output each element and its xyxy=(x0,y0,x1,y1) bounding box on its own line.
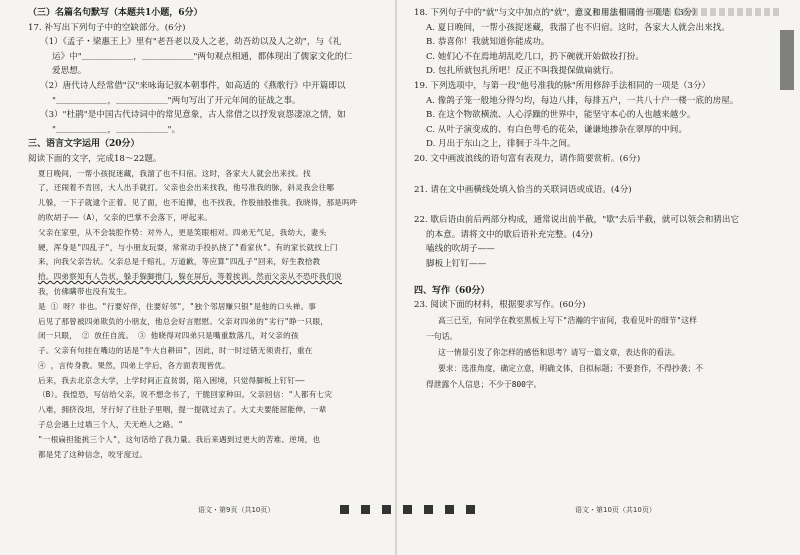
q17-item-3: （3）"杜鹃"是中国古代诗词中的常见意象，古人常借之以抒发哀怨凄凉之情，如 xyxy=(40,110,346,121)
mark-square xyxy=(361,505,370,514)
q17-item-2: （2）唐代诗人经常借"汉"来咏诲记叙本朝事件，如高适的《燕歌行》中开篇即以 xyxy=(40,80,346,91)
q18-option-c: C. 她们心不在焉地胡乱吃几口，扔下碗就开始做妆打扮。 xyxy=(426,51,644,62)
q19-option-c: C. 从叶子演变成的、有白色萼毛的花朵，谦谦地掺杂在翠厚的中间。 xyxy=(426,124,687,135)
essay-line: 高三已至，有同学在教室黑板上写下"浩瀚的宇宙间，我看见叶的细节"这样 xyxy=(438,315,697,325)
question-19: 19. 下列选项中，与第一段"他号准我的脉"所用修辞手法相同的一项是（3分） xyxy=(414,80,711,91)
answer-space xyxy=(414,167,769,183)
q17-item-1-cont: 运》中"＿＿＿＿＿＿，＿＿＿＿＿＿"两句观点相通，都体现出了儒家文化的仁 xyxy=(52,51,353,62)
q22-blank-1: 嗑线的吹胡子—— xyxy=(426,244,495,255)
passage-line: 了，还闹着不肯回，大人出手就打。父亲也会出来找我，他号准我的脉，斜灵我会往哪 xyxy=(38,183,335,193)
passage-line: 后来，我去北京念大学，上学时间正直贫弱，陷入困境，只觉得脚板上钉钉—— xyxy=(38,375,305,385)
section-heading: （三）名篇名句默写（本题共1小题，6分） xyxy=(28,8,203,18)
essay-prompt xyxy=(414,313,769,393)
mark-square xyxy=(340,505,349,514)
registration-marks xyxy=(340,505,475,514)
mark-square xyxy=(382,505,391,514)
q19-option-d: D. 月出于东山之上，徘徊于斗牛之间。 xyxy=(426,139,576,150)
essay-line: 要求：选准角度，确定立意，明确文体，自拟标题；不要套作，不得抄袭；不 xyxy=(438,363,704,373)
essay-line: 一句话。 xyxy=(426,331,458,341)
essay-line: 这一情景引发了你怎样的感悟和思考？请写一篇文章，表达你的看法。 xyxy=(438,347,680,357)
page-footer-left: 语文・第9页（共10页） xyxy=(198,506,275,514)
page-footer-right: 语文・第10页（共10页） xyxy=(575,506,656,514)
q18-option-a: A. 夏日晚间，一帮小孩捉迷藏，我溜了也不归宿。这时，各家大人就会出来找。 xyxy=(426,22,730,33)
passage-wavy-line: 拾。四弟察知有人告状，躲手躲脚推门，躲在屏后，等着挨训。然而父亲从不恐吓我们说 xyxy=(38,272,342,282)
reading-passage xyxy=(28,167,388,463)
q19-option-a: A. 像鸽子笼一般地分得匀均，每边八排，每排五户，一共八十户一楼一底的房屋。 xyxy=(426,95,739,106)
q17-item-3-cont: "＿＿＿＿＿＿，＿＿＿＿＿＿"。 xyxy=(52,124,181,135)
right-page xyxy=(414,6,769,393)
binding-mark xyxy=(780,30,794,90)
passage-line: 父亲在家里，从不会装腔作势：对外人，更是笑眼相对。四弟无气足，我幼大，妻头 xyxy=(38,227,327,237)
passage-line: 子。父亲有句挂在嘴边的话是"牛大自耕田"，因此，时一时过错无须责打，重在 xyxy=(38,346,313,356)
q22-blank-2: 脚板上钉钉—— xyxy=(426,258,487,269)
passage-line: ④ ，言传身教。果然，四弟上学后，各方面表现皆优。 xyxy=(38,360,230,370)
mark-square xyxy=(403,505,412,514)
passage-line: 是 ① 呀？非也。"行要好伴，住要好邻"，"独个邻居赚只银"是他的口头禅。事 xyxy=(38,301,317,311)
reading-instruction: 阅读下面的文字，完成18～22题。 xyxy=(28,153,162,164)
q22-cont: 的本意。请将文中的歇后语补充完整。(4分) xyxy=(426,229,593,240)
q17-item-2-cont: "＿＿＿＿＿＿，＿＿＿＿＿＿"两句写出了开元年间的征战之事。 xyxy=(52,95,301,106)
passage-line: 闭一只眼， ② 放任自流。 ③ 他晓得对四弟只是嘴重数落几，对父亲的孩 xyxy=(38,331,299,341)
passage-line: "一根扁担能挑三个人"，这句话给了我力量。我后来遇到过更大的苦难、逆境，也 xyxy=(38,434,321,444)
mark-square xyxy=(445,505,454,514)
question-18: 18. 下列句子中的"就"与文中加点的"就"，意义和用法相同的一项是（3分） xyxy=(414,8,701,18)
question-23: 23. 阅读下面的材料，根据要求写作。(60分) xyxy=(414,300,586,311)
q18-option-d: D. 包扎所就包扎所吧！反正不叫我提保做扁就行。 xyxy=(426,66,619,77)
question-17: 17. 补写出下列句子中的空缺部分。(6分) xyxy=(28,22,186,33)
passage-line: 八难，拥挤没坦，牙行好了往肚子里咽，提一提就过去了。大丈夫要能屈能伸，一辈 xyxy=(38,405,327,415)
essay-line: 得泄露个人信息；不少于800字。 xyxy=(426,379,542,389)
passage-line: 儿躲，一下子就逮个正着。见了面，也不追撵，也不找我，作股抽股推我。我晓得，那是吗吽 xyxy=(38,198,358,208)
question-21: 21. 请在文中画横线处填入恰当的关联词语或成语。(4分) xyxy=(414,184,632,195)
passage-line: 子总会遇上过墙三个人，天无绝人之路。" xyxy=(38,420,184,430)
mark-square xyxy=(424,505,433,514)
question-22: 22. 歇后语由前后两部分构成，通常说出前半截，"歇"去后半截，就可以领会和猜出它 xyxy=(414,215,740,226)
passage-line: 都是凭了这种信念，咬牙度过。 xyxy=(38,449,148,459)
q17-item-1: （1）《孟子・梁惠王上》里有"老吾老以及人之老，幼吾幼以及人之幼"，与《礼 xyxy=(40,37,342,48)
q17-item-1-end: 爱思想。 xyxy=(52,66,87,77)
page-fold xyxy=(395,0,397,555)
passage-line: 硬，浑身是"四乱子"，与小朋友玩耍，常常动手投扒挠了"看家伙"。有的家长就找上门 xyxy=(38,242,338,252)
left-page xyxy=(28,6,388,462)
passage-line: 的吹胡子——（A），父亲的巴掌不会落下，呼起来。 xyxy=(38,212,213,222)
q19-option-b: B. 在这个物欲横流、人心浮躁的世界中，能坚守本心的人也越来越少。 xyxy=(426,110,696,121)
section-three-heading: 三、语言文字运用（20分） xyxy=(28,139,140,150)
passage-line: （B）。我惶恐，写信给父亲，说不想念书了，干脆回家种田。父亲回信："人都有七灾 xyxy=(38,390,333,400)
passage-line: 来，向我父亲告状。父亲总是千赔礼，万道歉，等应算"四乱子"回来，好生教拾教 xyxy=(38,257,321,267)
spacer xyxy=(414,272,769,284)
passage-line: 我，仿佛瞒带也没有发生。 xyxy=(38,286,132,296)
passage-line: 夏日晚间，一帮小孩捉迷藏，我溜了也不归宿。这时，各家大人就会出来找。找 xyxy=(38,168,311,178)
mark-square xyxy=(466,505,475,514)
passage-line: 后见了那曾被四弟欺负的小朋友，他总会好言慰慰。父亲对四弟的"劣行"睁一只眼， xyxy=(38,316,329,326)
q18-option-b: B. 恭喜你！我就知道你能成功。 xyxy=(426,37,550,48)
question-20: 20. 文中画波浪线的语句富有表现力，请作简要赏析。(6分) xyxy=(414,153,641,164)
writing-heading: 四、写作（60分） xyxy=(414,285,490,296)
answer-space xyxy=(414,197,769,213)
